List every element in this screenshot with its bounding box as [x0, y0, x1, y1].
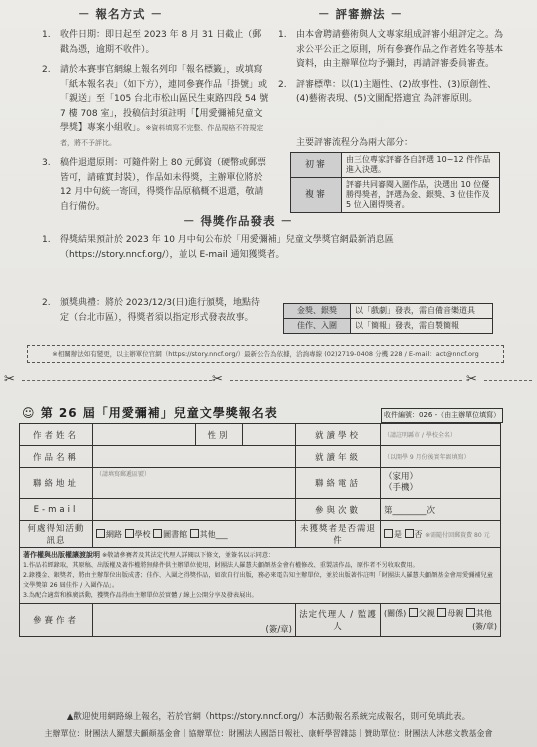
source-options: 網路 學校 圖書館 其他___ — [93, 521, 296, 548]
checkbox[interactable] — [405, 529, 414, 538]
cut-line — [484, 380, 532, 382]
form-row — [20, 548, 501, 604]
judging-list — [276, 28, 504, 113]
awards-item-2: 2. 頒獎典禮：將於 2023/12/3(日)進行頒獎，地點待定（台北市區），得獎者須以指定形式發表故事。 — [42, 298, 261, 323]
judging-flow-table — [290, 152, 500, 213]
awards-list-2 — [40, 296, 265, 331]
school-label: 就讀學校 — [296, 424, 381, 446]
form-row — [20, 521, 501, 548]
judging-item-1: 1. 由本會聘請藝術與人文專家組成評審小組評定之。為求公平公正之原則，所有參賽作品之作者姓名等基本資料，由主辦單位均予彌封，再請評審委員審查。 — [278, 30, 504, 69]
form-title: ☺ 第 26 屆「用愛彌補」兒童文學獎報名表 — [22, 406, 278, 420]
author-name-label: 作者姓名 — [20, 424, 93, 446]
cut-line — [22, 380, 212, 382]
author-name-field[interactable] — [93, 424, 196, 446]
scissors-icon: ✂ — [466, 372, 477, 387]
source-label: 何處得知活動訊息 — [20, 521, 93, 548]
registration-form — [19, 423, 501, 637]
checkbox[interactable] — [384, 529, 393, 538]
registration-note: ※資料填寫不完整、作品規格不符規定者，將不予評比。 — [60, 124, 264, 147]
registration-item-2: 2. 請於本賽事官網線上報名列印「報名標籤」，或填寫「紙本報名表」（如下方），連同參賽作品「掛號」或「親送」至「105 台北市松山區民生東路四段 54 號 7 樓 708 室」，投稿信封須註明「【用愛彌補兒童文學獎】專案小組收」。※資料填寫不完整、作品規格不符規定者，將不予評比。 — [42, 65, 269, 147]
previous-label: 未獲獎者是否需退件 — [296, 521, 381, 548]
email-field[interactable] — [93, 499, 296, 521]
registration-item-3: 3. 稿件退還原則：可隨件附上 80 元郵資（硬幣或郵票皆可，請確實封裝），作品如未得獎，主辦單位將於 12 月中旬統一寄回，得獎作品原稿概不退還，敬請自行備份。 — [42, 158, 267, 212]
gender-label: 性別 — [196, 424, 243, 446]
address-label: 聯絡地址 — [20, 468, 93, 499]
online-registration-note: ▲歡迎使用網路線上報名，若於官網（https://story.nncf.org/）本活動報名系統完成報名，則可免填此表。 — [66, 712, 471, 722]
address-field[interactable]: （請填寫郵遞區號） — [93, 468, 296, 499]
cut-line — [230, 380, 462, 382]
flow-title: 主要評審流程分為兩大部分： — [296, 138, 414, 148]
phone-label: 聯絡電話 — [296, 468, 381, 499]
judging-item-2: 2. 評審標準：以(1)主題性、(2)故事性、(3)原創性、(4)藝術表現、(5)文圖配搭適宜 為評審原則。 — [278, 79, 497, 104]
school-field[interactable]: （請註明縣市 / 學校全名） — [381, 424, 501, 446]
flow-row: 複審 評審共同審閱入圍作品，決選出 10 位優勝得獎者，評選為金、銀獎、3 位佳作及 5 位入圍得獎者。 — [291, 178, 500, 213]
work-name-field[interactable] — [93, 446, 296, 468]
copyright-terms: 著作權與出版權讓渡說明 ※敬請參賽者及其法定代理人詳閱以下條文，並簽名以示同意： 1.作品若經錄取，其原稿、出版權及著作權將無條件供主辦單位使用，財團法人羅慧夫顱顏基金會有權修改、重製該作品，原作者不另收取費用。 2.錄獲金、銀獎者，將由主辦單位出版成書；佳作、入圍之得獎作品，如欲自行出版，務必來電告知主辦單位，並於出版著作註明「財團法人羅慧夫顱顏基金會用愛彌補兒童文學獎第 26 屆佳作 / 入圍作品」。 3.為配合適當和推廣活動，獲獎作品得由主辦單位於實體 / 線上公開分享及發表展出。 — [20, 548, 501, 604]
registration-title: － 報名方式 － — [78, 7, 164, 21]
registration-item-1: 1. 收件日期：即日起至 2023 年 8 月 31 日截止（郵戳為憑，逾期不收件）。 — [42, 30, 262, 55]
form-row — [20, 424, 501, 446]
form-row — [20, 499, 501, 521]
times-field[interactable]: 第________次 — [381, 499, 501, 521]
awards-title: － 得獎作品發表 － — [183, 214, 294, 228]
awards-item-1: 1. 得獎結果預計於 2023 年 10 月中旬公布於「用愛彌補」兒童文學獎官網最新消息區（https://story.nncf.org/），並以 E-mail 通知獲獎者。 — [42, 235, 394, 260]
form-row — [20, 446, 501, 468]
author-sign-field[interactable]: (簽/章) — [93, 604, 296, 637]
flow-row: 初審 由三位專家評審各自評選 10~12 件作品進入決選。 — [291, 153, 500, 178]
form-number: 收件編號：026 -（由主辦單位填寫） — [381, 408, 503, 423]
checkbox[interactable] — [409, 608, 418, 617]
times-label: 參與次數 — [296, 499, 381, 521]
award-row: 佳作、入圍 以「簡報」發表，需自製簡報 — [284, 319, 493, 334]
guardian-label: 法定代理人 / 監護人 — [296, 604, 381, 637]
checkbox[interactable] — [437, 608, 446, 617]
notice-box: ※相關辦法如有變更，以主辦單位官網（https://story.nncf.org/）最新公告為依據，洽詢專線 (02)2719-0408 分機 228 / E-mail：act@nncf.org — [27, 345, 504, 363]
awards-table — [283, 303, 493, 334]
organizer-footer: 主辦單位：財團法人羅慧夫顱顏基金會｜協辦單位：財團法人國語日報社、康軒學習雜誌｜贊助單位：財團法人沐慈文教基金會 — [44, 729, 493, 738]
scissors-icon: ✂ — [4, 372, 15, 387]
gender-field[interactable] — [243, 424, 296, 446]
guardian-field[interactable]: (關係) 父親 母親 其他 (簽/章) — [381, 604, 501, 637]
previous-options: 是 否 ※需隨付回郵資費 80 元 — [381, 521, 501, 548]
award-row: 金獎、銀獎 以「戲劇」發表，需自備音樂道具 — [284, 304, 493, 319]
phone-field[interactable]: （家用） （手機） — [381, 468, 501, 499]
smile-icon: ☺ — [22, 406, 36, 420]
work-name-label: 作品名稱 — [20, 446, 93, 468]
judging-title: － 評審辦法 － — [318, 7, 404, 21]
checkbox[interactable] — [466, 608, 475, 617]
author-sign-label: 參賽作者 — [20, 604, 93, 637]
checkbox[interactable] — [153, 529, 162, 538]
checkbox[interactable] — [96, 529, 105, 538]
grade-label: 就讀年級 — [296, 446, 381, 468]
registration-list — [40, 28, 270, 220]
form-row — [20, 604, 501, 637]
email-label: E-mail — [20, 499, 93, 521]
form-row — [20, 468, 501, 499]
grade-field[interactable]: （以開學 9 月份後實年級填寫） — [381, 446, 501, 468]
checkbox[interactable] — [190, 529, 199, 538]
awards-list-1 — [40, 233, 505, 268]
checkbox[interactable] — [125, 529, 134, 538]
scissors-icon: ✂ — [212, 372, 223, 387]
